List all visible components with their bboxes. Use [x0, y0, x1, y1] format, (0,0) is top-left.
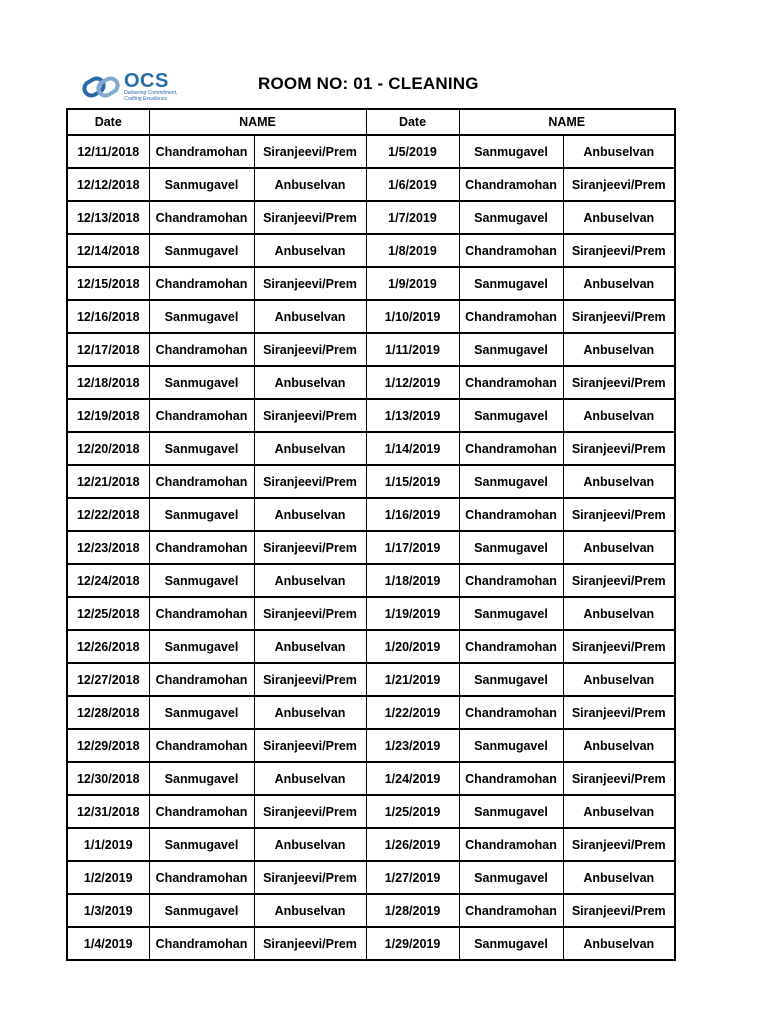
- name-cell: Sanmugavel: [459, 465, 563, 498]
- date-cell: 1/13/2019: [366, 399, 459, 432]
- date-cell: 1/3/2019: [67, 894, 149, 927]
- table-row: [67, 432, 675, 465]
- name-cell: Sanmugavel: [459, 333, 563, 366]
- date-cell: 1/9/2019: [366, 267, 459, 300]
- name-cell: Siranjeevi/Prem: [563, 564, 675, 597]
- name-cell: Sanmugavel: [459, 861, 563, 894]
- name-cell: Chandramohan: [149, 861, 254, 894]
- date-cell: 1/24/2019: [366, 762, 459, 795]
- name-cell: Chandramohan: [459, 234, 563, 267]
- table-row: [67, 168, 675, 201]
- name-cell: Sanmugavel: [459, 663, 563, 696]
- name-cell: Sanmugavel: [149, 432, 254, 465]
- table-row: [67, 135, 675, 168]
- page-title: ROOM NO: 01 - CLEANING: [258, 74, 479, 93]
- name-cell: Anbuselvan: [254, 894, 366, 927]
- name-cell: Siranjeevi/Prem: [254, 927, 366, 960]
- name-cell: Siranjeevi/Prem: [254, 465, 366, 498]
- date-cell: 1/19/2019: [366, 597, 459, 630]
- name-cell: Sanmugavel: [149, 300, 254, 333]
- name-cell: Anbuselvan: [563, 729, 675, 762]
- date-cell: 1/27/2019: [366, 861, 459, 894]
- name-cell: Chandramohan: [459, 168, 563, 201]
- date-cell: 1/6/2019: [366, 168, 459, 201]
- name-cell: Siranjeevi/Prem: [254, 663, 366, 696]
- name-cell: Sanmugavel: [459, 399, 563, 432]
- name-cell: Anbuselvan: [563, 465, 675, 498]
- name-cell: Anbuselvan: [563, 597, 675, 630]
- table-header-row: [67, 109, 675, 135]
- date-cell: 12/29/2018: [67, 729, 149, 762]
- name-cell: Sanmugavel: [459, 135, 563, 168]
- cleaning-schedule-table: [66, 108, 676, 961]
- date-cell: 1/11/2019: [366, 333, 459, 366]
- name-cell: Anbuselvan: [563, 663, 675, 696]
- name-cell: Sanmugavel: [149, 696, 254, 729]
- date-cell: 12/17/2018: [67, 333, 149, 366]
- name-cell: Chandramohan: [149, 333, 254, 366]
- name-cell: Chandramohan: [149, 465, 254, 498]
- name-cell: Siranjeevi/Prem: [563, 630, 675, 663]
- name-cell: Siranjeevi/Prem: [254, 135, 366, 168]
- name-cell: Anbuselvan: [563, 861, 675, 894]
- date-cell: 12/26/2018: [67, 630, 149, 663]
- name-cell: Siranjeevi/Prem: [563, 762, 675, 795]
- name-cell: Siranjeevi/Prem: [254, 531, 366, 564]
- name-cell: Sanmugavel: [149, 234, 254, 267]
- name-cell: Anbuselvan: [563, 333, 675, 366]
- name-cell: Anbuselvan: [254, 828, 366, 861]
- name-cell: Chandramohan: [459, 762, 563, 795]
- name-cell: Anbuselvan: [254, 366, 366, 399]
- name-cell: Chandramohan: [459, 498, 563, 531]
- name-cell: Chandramohan: [149, 729, 254, 762]
- name-cell: Sanmugavel: [149, 366, 254, 399]
- table-row: [67, 729, 675, 762]
- table-row: [67, 927, 675, 960]
- table-row: [67, 861, 675, 894]
- name-cell: Sanmugavel: [149, 168, 254, 201]
- ocs-chain-logo-icon: [82, 72, 122, 102]
- name-cell: Sanmugavel: [459, 795, 563, 828]
- date-cell: 1/5/2019: [366, 135, 459, 168]
- name-cell: Sanmugavel: [459, 201, 563, 234]
- date-cell: 12/22/2018: [67, 498, 149, 531]
- name-cell: Chandramohan: [149, 201, 254, 234]
- date-cell: 12/15/2018: [67, 267, 149, 300]
- name-cell: Siranjeevi/Prem: [563, 234, 675, 267]
- date-cell: 1/16/2019: [366, 498, 459, 531]
- date-cell: 12/25/2018: [67, 597, 149, 630]
- table-row: [67, 333, 675, 366]
- date-cell: 1/17/2019: [366, 531, 459, 564]
- date-cell: 12/23/2018: [67, 531, 149, 564]
- date-cell: 1/21/2019: [366, 663, 459, 696]
- name-cell: Siranjeevi/Prem: [254, 201, 366, 234]
- table-row: [67, 201, 675, 234]
- table-row: [67, 498, 675, 531]
- date-cell: 12/28/2018: [67, 696, 149, 729]
- table-row: [67, 267, 675, 300]
- header-name-right: NAME: [459, 109, 675, 135]
- date-cell: 1/20/2019: [366, 630, 459, 663]
- table-row: [67, 828, 675, 861]
- header-date-left: Date: [67, 109, 149, 135]
- table-row: [67, 894, 675, 927]
- table-row: [67, 597, 675, 630]
- name-cell: Siranjeevi/Prem: [254, 597, 366, 630]
- table-row: [67, 762, 675, 795]
- date-cell: 1/14/2019: [366, 432, 459, 465]
- table-row: [67, 234, 675, 267]
- name-cell: Anbuselvan: [254, 498, 366, 531]
- date-cell: 1/28/2019: [366, 894, 459, 927]
- date-cell: 12/13/2018: [67, 201, 149, 234]
- name-cell: Siranjeevi/Prem: [563, 894, 675, 927]
- name-cell: Chandramohan: [459, 564, 563, 597]
- name-cell: Chandramohan: [149, 399, 254, 432]
- date-cell: 12/27/2018: [67, 663, 149, 696]
- name-cell: Anbuselvan: [563, 135, 675, 168]
- name-cell: Anbuselvan: [563, 267, 675, 300]
- name-cell: Sanmugavel: [459, 597, 563, 630]
- table-row: [67, 366, 675, 399]
- name-cell: Sanmugavel: [149, 762, 254, 795]
- name-cell: Sanmugavel: [149, 630, 254, 663]
- company-logo: [82, 70, 182, 106]
- table-row: [67, 465, 675, 498]
- name-cell: Chandramohan: [149, 927, 254, 960]
- table-row: [67, 696, 675, 729]
- date-cell: 12/19/2018: [67, 399, 149, 432]
- name-cell: Anbuselvan: [254, 168, 366, 201]
- date-cell: 1/15/2019: [366, 465, 459, 498]
- date-cell: 12/30/2018: [67, 762, 149, 795]
- name-cell: Sanmugavel: [149, 894, 254, 927]
- name-cell: Chandramohan: [459, 894, 563, 927]
- table-row: [67, 663, 675, 696]
- name-cell: Anbuselvan: [254, 234, 366, 267]
- date-cell: 12/20/2018: [67, 432, 149, 465]
- name-cell: Siranjeevi/Prem: [563, 168, 675, 201]
- name-cell: Sanmugavel: [149, 564, 254, 597]
- date-cell: 12/14/2018: [67, 234, 149, 267]
- name-cell: Siranjeevi/Prem: [563, 366, 675, 399]
- table-row: [67, 300, 675, 333]
- name-cell: Siranjeevi/Prem: [563, 432, 675, 465]
- name-cell: Siranjeevi/Prem: [254, 795, 366, 828]
- date-cell: 1/18/2019: [366, 564, 459, 597]
- name-cell: Chandramohan: [459, 696, 563, 729]
- date-cell: 1/26/2019: [366, 828, 459, 861]
- name-cell: Anbuselvan: [254, 696, 366, 729]
- name-cell: Anbuselvan: [254, 630, 366, 663]
- name-cell: Anbuselvan: [254, 432, 366, 465]
- name-cell: Siranjeevi/Prem: [254, 267, 366, 300]
- date-cell: 12/21/2018: [67, 465, 149, 498]
- name-cell: Sanmugavel: [149, 828, 254, 861]
- table-row: [67, 795, 675, 828]
- name-cell: Sanmugavel: [459, 729, 563, 762]
- name-cell: Anbuselvan: [254, 762, 366, 795]
- name-cell: Siranjeevi/Prem: [254, 861, 366, 894]
- table-row: [67, 564, 675, 597]
- table-row: [67, 531, 675, 564]
- name-cell: Chandramohan: [149, 795, 254, 828]
- date-cell: 1/22/2019: [366, 696, 459, 729]
- name-cell: Siranjeevi/Prem: [563, 498, 675, 531]
- name-cell: Chandramohan: [149, 135, 254, 168]
- date-cell: 1/8/2019: [366, 234, 459, 267]
- name-cell: Chandramohan: [149, 597, 254, 630]
- name-cell: Chandramohan: [149, 663, 254, 696]
- name-cell: Siranjeevi/Prem: [254, 399, 366, 432]
- logo-tagline: Delivering Commitment, Crafting Excellence: [124, 90, 178, 102]
- name-cell: Siranjeevi/Prem: [563, 828, 675, 861]
- date-cell: 1/25/2019: [366, 795, 459, 828]
- date-cell: 12/16/2018: [67, 300, 149, 333]
- date-cell: 1/2/2019: [67, 861, 149, 894]
- date-cell: 12/12/2018: [67, 168, 149, 201]
- name-cell: Anbuselvan: [563, 795, 675, 828]
- date-cell: 1/4/2019: [67, 927, 149, 960]
- table-body: [67, 135, 675, 960]
- name-cell: Chandramohan: [149, 531, 254, 564]
- date-cell: 1/10/2019: [366, 300, 459, 333]
- table-row: [67, 630, 675, 663]
- date-cell: 12/24/2018: [67, 564, 149, 597]
- date-cell: 1/12/2019: [366, 366, 459, 399]
- date-cell: 1/7/2019: [366, 201, 459, 234]
- name-cell: Anbuselvan: [254, 564, 366, 597]
- name-cell: Chandramohan: [459, 630, 563, 663]
- name-cell: Chandramohan: [459, 432, 563, 465]
- name-cell: Siranjeevi/Prem: [254, 333, 366, 366]
- name-cell: Anbuselvan: [563, 927, 675, 960]
- name-cell: Chandramohan: [459, 366, 563, 399]
- header-name-left: NAME: [149, 109, 366, 135]
- name-cell: Sanmugavel: [459, 531, 563, 564]
- name-cell: Chandramohan: [459, 828, 563, 861]
- name-cell: Anbuselvan: [563, 399, 675, 432]
- date-cell: 12/11/2018: [67, 135, 149, 168]
- date-cell: 1/23/2019: [366, 729, 459, 762]
- name-cell: Siranjeevi/Prem: [563, 300, 675, 333]
- name-cell: Chandramohan: [459, 300, 563, 333]
- table-row: [67, 399, 675, 432]
- name-cell: Siranjeevi/Prem: [254, 729, 366, 762]
- date-cell: 1/1/2019: [67, 828, 149, 861]
- name-cell: Siranjeevi/Prem: [563, 696, 675, 729]
- date-cell: 12/18/2018: [67, 366, 149, 399]
- name-cell: Chandramohan: [149, 267, 254, 300]
- name-cell: Sanmugavel: [459, 267, 563, 300]
- name-cell: Anbuselvan: [563, 531, 675, 564]
- name-cell: Anbuselvan: [254, 300, 366, 333]
- date-cell: 1/29/2019: [366, 927, 459, 960]
- header-date-right: Date: [366, 109, 459, 135]
- name-cell: Anbuselvan: [563, 201, 675, 234]
- name-cell: Sanmugavel: [149, 498, 254, 531]
- logo-text: OCS: [124, 70, 169, 92]
- date-cell: 12/31/2018: [67, 795, 149, 828]
- name-cell: Sanmugavel: [459, 927, 563, 960]
